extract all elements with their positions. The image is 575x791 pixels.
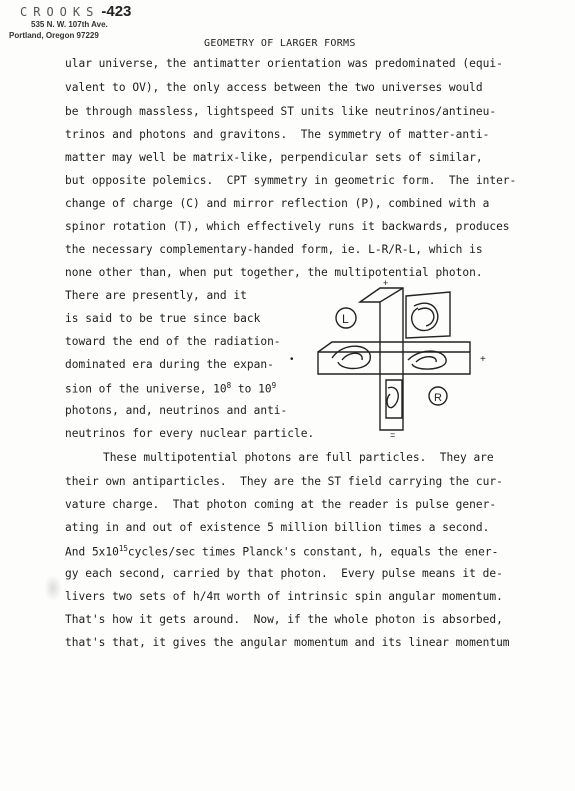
page-number: -423 xyxy=(101,3,132,20)
text-line: the necessary complementary-handed form, ie. L-R/R-L, which is xyxy=(65,243,483,256)
text-line: neutrinos for every nuclear particle. xyxy=(65,427,315,440)
upper-coil-inner xyxy=(418,308,434,326)
paper-smudge xyxy=(44,575,62,601)
text-line: That's how it gets around. Now, if the whole photon is absorbed, xyxy=(65,613,503,626)
text-line: be through massless, lightspeed ST units like neutrinos/antineu- xyxy=(65,105,497,118)
bottom-mark: = xyxy=(390,430,396,440)
author-city: Portland, Oregon 97229 xyxy=(9,31,99,40)
text-line: matter may well be matrix-like, perpendicular sets of similar, xyxy=(65,151,483,164)
right-label: R xyxy=(434,392,442,404)
text-line: vature charge. That photon coming at the reader is pulse gener- xyxy=(65,498,497,511)
text-fragment: And 5x10 xyxy=(65,545,119,559)
left-coil-inner xyxy=(342,353,362,360)
text-line xyxy=(65,381,276,396)
text-line: spinor rotation (T), which effectively runs it backwards, produces xyxy=(65,220,510,233)
text-line: There are presently, and it xyxy=(65,289,247,302)
photon-drawing xyxy=(288,280,498,445)
photon-figure xyxy=(288,280,498,445)
text-line: valent to OV), the only access between the two universes would xyxy=(65,81,483,94)
author-street: 535 N. W. 107th Ave. xyxy=(31,20,108,29)
text-line: that's that, it gives the angular momentum and its linear momentum xyxy=(65,636,510,649)
text-line: none other than, when put together, the multipotential photon. xyxy=(65,266,483,279)
vertical-bar-shape xyxy=(360,288,403,430)
text-line: gy each second, carried by that photon. Every pulse means it de- xyxy=(65,567,503,580)
text-line: ating in and out of existence 5 million billion times a second. xyxy=(65,521,490,534)
top-mark: + xyxy=(383,280,389,288)
text-line: change of charge (C) and mirror reflection (P), combined with a xyxy=(65,197,490,210)
author-name: CROOKS xyxy=(20,5,100,19)
right-coil xyxy=(408,351,446,369)
left-coil xyxy=(332,346,370,368)
text-line: toward the end of the radiation- xyxy=(65,335,281,348)
horizontal-bar-shape xyxy=(318,352,470,374)
exponent: 8 xyxy=(226,381,232,390)
text-line: dominated era during the expan- xyxy=(65,358,274,371)
exponent: 9 xyxy=(271,381,277,390)
exponent: 15 xyxy=(118,544,128,553)
text-line: photons, and, neutrinos and anti- xyxy=(65,404,288,417)
text-fragment: sion of the universe, 10 xyxy=(65,382,227,396)
right-coil-inner xyxy=(416,357,436,362)
author-stamp xyxy=(20,3,131,20)
lower-coil xyxy=(387,387,398,407)
text-line: trinos and photons and gravitons. The symmetry of matter-anti- xyxy=(65,128,490,141)
text-line: livers two sets of h/4π worth of intrinsic spin angular momentum. xyxy=(65,590,503,603)
text-line: These multipotential photons are full particles. They are xyxy=(103,451,494,464)
vertical-bar-edge xyxy=(380,288,403,302)
text-fragment: to 10 xyxy=(231,382,272,396)
right-mark: + xyxy=(480,354,486,365)
text-line: ular universe, the antimatter orientation was predominated (equi- xyxy=(65,57,503,70)
text-line: their own antiparticles. They are the ST field carrying the cur- xyxy=(65,475,503,488)
left-label: L xyxy=(342,312,349,326)
text-line xyxy=(65,544,498,559)
text-fragment: cycles/sec times Planck's constant, h, equals the ener- xyxy=(127,545,499,559)
text-line: is said to be true since back xyxy=(65,312,261,325)
text-line: but opposite polemics. CPT symmetry in geometric form. The inter- xyxy=(65,174,517,187)
lower-box xyxy=(386,380,402,418)
left-mark: • xyxy=(290,354,294,365)
page-title: GEOMETRY OF LARGER FORMS xyxy=(204,38,356,49)
